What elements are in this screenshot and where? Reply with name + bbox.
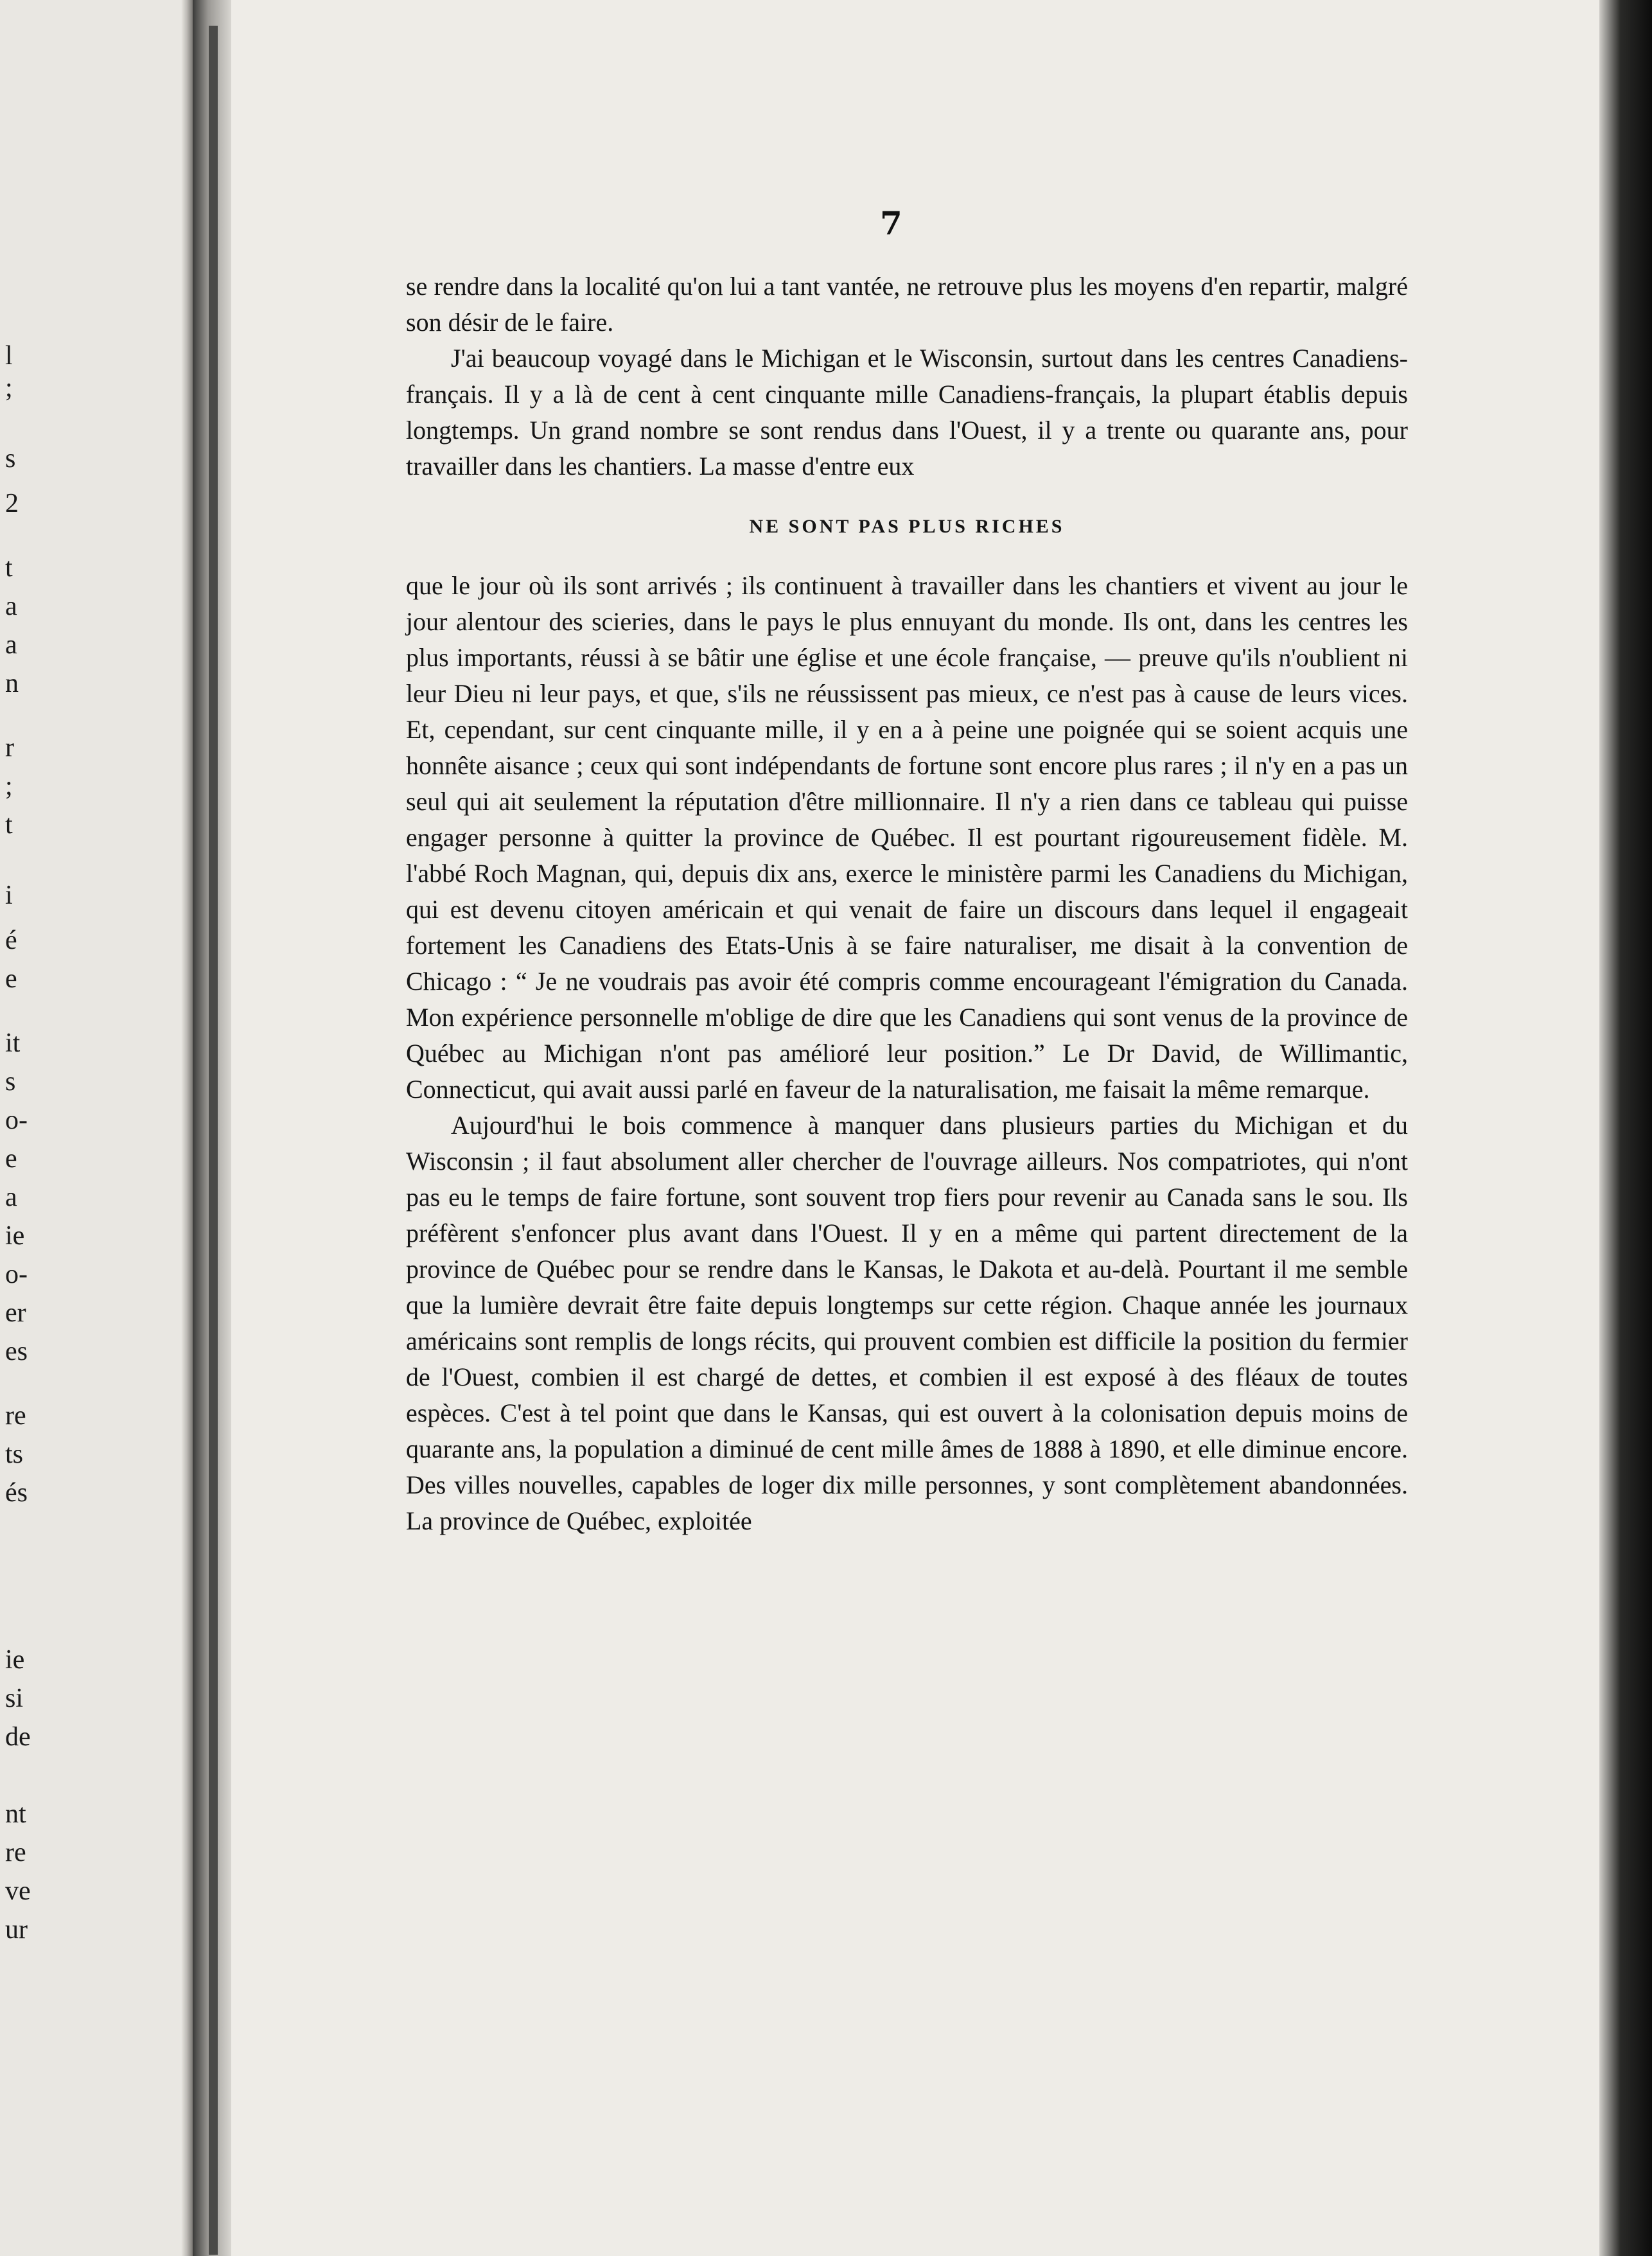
previous-page-fragment-text: ie [5, 1645, 25, 1675]
section-heading: NE SONT PAS PLUS RICHES [749, 516, 1065, 537]
previous-page-fragment-text: t [5, 553, 13, 583]
previous-page-fragment-text: o- [5, 1260, 28, 1289]
previous-page-fragment-text: a [5, 592, 17, 621]
previous-page-fragment-text: n [5, 669, 19, 698]
previous-page-fragment-text: ts [5, 1440, 24, 1469]
previous-page-fragment-text: it [5, 1028, 21, 1058]
previous-page-fragment-text: 2 [5, 489, 19, 518]
paragraph-continuation: que le jour où ils sont arrivés ; ils continuent à travailler dans les chantiers et vivent au jour le jour alentour des scieries, dans le pays le plus ennuyant du monde. Ils ont, dans les centres les plus importants, réussi à se bâtir une église et une école française, — preuve qu'ils n'oublient ni leur Dieu ni leur pays, et que, s'ils ne réussissent pas mieux, ce n'est pas à cause de leurs vices. Et, cependant, sur cent cinquante mille, il y en a à peine une poignée qui se soient acquis une honnête aisance ; ceux qui sont indépendants de fortune sont encore plus rares ; il n'y en a pas un seul qui ait seulement la réputation d'être millionnaire. Il n'y a rien dans ce tableau qui puisse engager personne à quitter la province de Québec. Il est pourtant rigoureusement fidèle. M. l'abbé Roch Magnan, qui, depuis dix ans, exerce le ministère parmi les Canadiens du Michigan, qui est devenu citoyen américain et qui venait de faire un discours dans lequel il engageait fortement les Canadiens des Etats-Unis à se faire naturaliser, me disait à la convention de Chicago : “ Je ne voudrais pas avoir été compris comme encourageant l'émigration du Canada. Mon expérience personnelle m'oblige de dire que les Canadiens qui sont venus de la province de Québec au Michigan n'ont pas amélioré leur position.” Le Dr David, de Willimantic, Connecticut, qui avait aussi parlé en faveur de la naturalisation, me faisait la même remarque. [406, 571, 1408, 1104]
previous-page-fragment-text: ; [5, 771, 13, 801]
previous-page-fragment-text: r [5, 733, 14, 762]
previous-page-fragment-text: er [5, 1298, 26, 1328]
binding-shadow [209, 26, 218, 2255]
previous-page-fragment-text: nt [5, 1799, 26, 1829]
page-number: 7 [880, 204, 902, 242]
previous-page-fragment-text: é [5, 926, 17, 955]
previous-page-fragment-text: ie [5, 1221, 25, 1251]
previous-page-fragment-text: s [5, 1067, 16, 1097]
page-right-edge [1599, 0, 1652, 2256]
previous-page-fragment-text: t [5, 810, 13, 840]
previous-page-fragment-text: de [5, 1722, 31, 1752]
previous-page-fragment-text: a [5, 630, 17, 660]
previous-page-fragment-text: s [5, 444, 16, 473]
previous-page-fragment-text: ur [5, 1915, 28, 1944]
previous-page-fragment-text: i [5, 881, 13, 910]
previous-page-fragment-text: o- [5, 1106, 28, 1135]
previous-page-fragment-text: re [5, 1401, 26, 1431]
previous-page-fragment-text: a [5, 1183, 17, 1212]
previous-page-fragment-text: e [5, 1144, 17, 1174]
previous-page-fragment-text: l [5, 341, 13, 371]
previous-page-fragment-text: ; [5, 373, 13, 403]
paragraph-continuation: se rendre dans la localité qu'on lui a tant vantée, ne retrouve plus les moyens d'en repartir, malgré son désir de le faire. [406, 272, 1408, 337]
previous-page-fragment [0, 0, 193, 2256]
previous-page-fragment-text: es [5, 1337, 28, 1366]
paragraph: J'ai beaucoup voyagé dans le Michigan et le Wisconsin, surtout dans les centres Canadiens-français. Il y a là de cent à cent cinquante mille Canadiens-français, la plupart établis depuis longtemps. Un grand nombre se sont rendus dans l'Ouest, il y a trente ou quarante ans, pour travailler dans les chantiers. La masse d'entre eux [406, 344, 1408, 480]
previous-page-text-fragments [0, 0, 77, 2256]
previous-page-fragment-text: és [5, 1478, 28, 1508]
previous-page-fragment-text: e [5, 964, 17, 994]
page-text [406, 269, 1408, 1539]
previous-page-fragment-text: ve [5, 1876, 31, 1906]
previous-page-edge [181, 0, 193, 2256]
paragraph: Aujourd'hui le bois commence à manquer dans plusieurs parties du Michigan et du Wisconsin ; il faut absolument aller chercher de l'ouvrage ailleurs. Nos compatriotes, qui n'ont pas eu le temps de faire fortune, sont souvent trop fiers pour revenir au Canada sans le sou. Ils préfèrent s'enfoncer plus avant dans l'Ouest. Il y en a même qui partent directement de la province de Québec pour se rendre dans le Kansas, le Dakota et au-delà. Pourtant il me semble que la lumière devrait être faite depuis longtemps sur cette région. Chaque année les journaux américains sont remplis de longs récits, qui prouvent combien est difficile la position du fermier de l'Ouest, combien il est chargé de dettes, et combien il est exposé à des fléaux de toutes espèces. C'est à tel point que dans le Kansas, qui est ouvert à la colonisation depuis moins de quarante ans, la population a diminué de cent mille âmes de 1888 à 1890, et elle diminue encore. Des villes nouvelles, capables de loger dix mille personnes, y sont complètement abandonnées. La province de Québec, exploitée [406, 1111, 1408, 1535]
previous-page-fragment-text: re [5, 1838, 26, 1867]
previous-page-fragment-text: si [5, 1684, 24, 1713]
